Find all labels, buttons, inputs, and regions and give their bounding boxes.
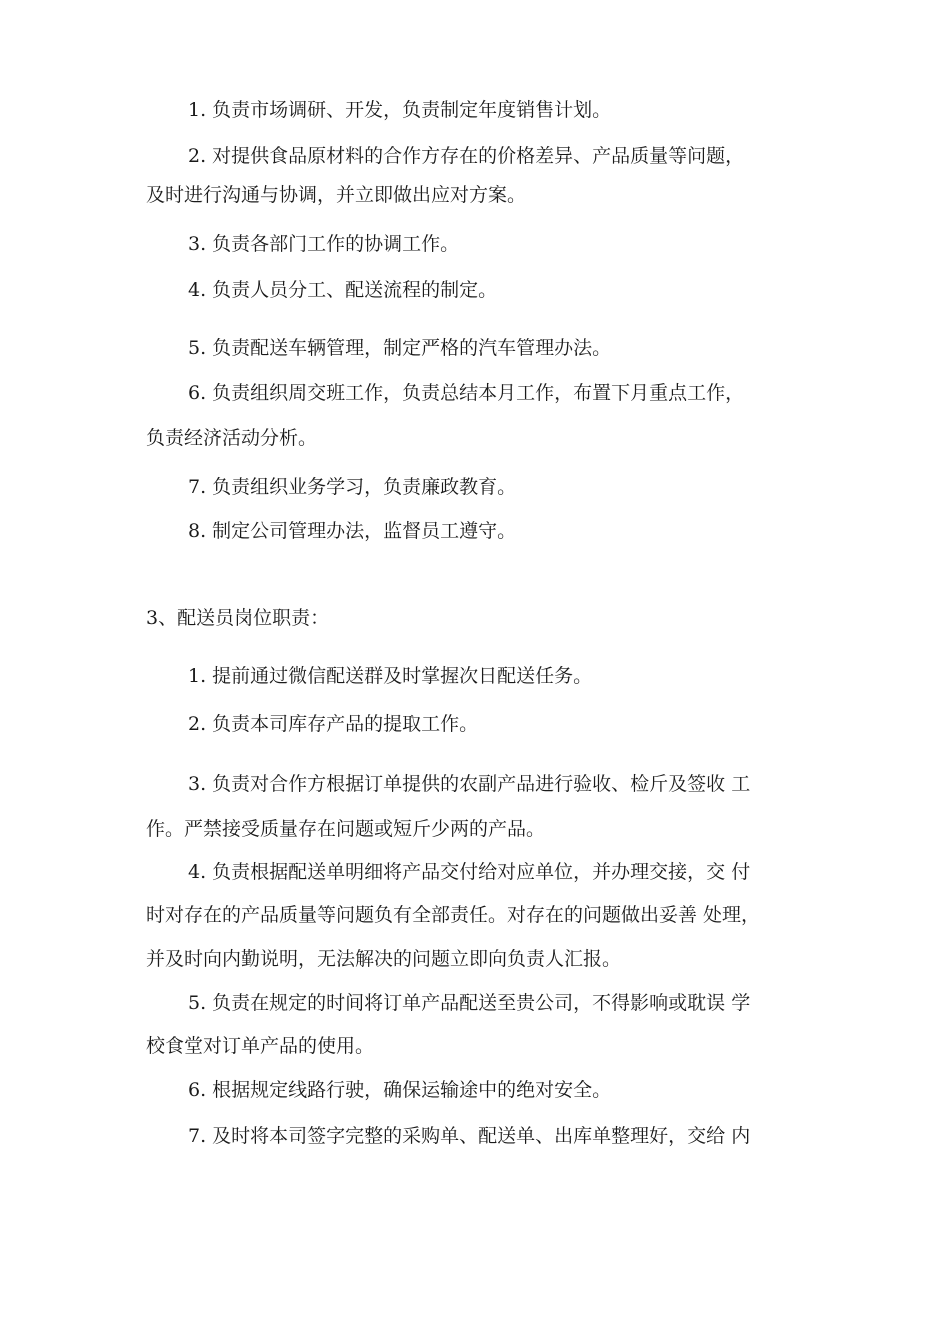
duty-item-6: 6. 负责组织周交班工作，负责总结本月工作，布置下月重点工作， [188,382,745,404]
courier-item-2: 2. 负责本司库存产品的提取工作。 [188,713,479,735]
courier-item-3-cont: 作。严禁接受质量存在问题或短斤少两的产品。 [146,818,546,840]
courier-item-5: 5. 负责在规定的时间将订单产品配送至贵公司，不得影响或耽误 学 [188,992,751,1014]
duty-item-4: 4. 负责人员分工、配送流程的制定。 [188,279,498,301]
duty-item-5: 5. 负责配送车辆管理，制定严格的汽车管理办法。 [188,337,612,359]
courier-item-1: 1. 提前通过微信配送群及时掌握次日配送任务。 [188,665,593,687]
duty-item-3: 3. 负责各部门工作的协调工作。 [188,233,460,255]
courier-item-7: 7. 及时将本司签字完整的采购单、配送单、出库单整理好，交给 内 [188,1125,751,1147]
duty-item-1: 1. 负责市场调研、开发，负责制定年度销售计划。 [188,99,612,121]
section-heading: 3、配送员岗位职责： [146,607,330,629]
courier-item-6: 6. 根据规定线路行驶，确保运输途中的绝对安全。 [188,1079,612,1101]
courier-item-3: 3. 负责对合作方根据订单提供的农副产品进行验收、检斤及签收 工 [188,773,751,795]
duty-item-2-cont: 及时进行沟通与协调，并立即做出应对方案。 [146,184,527,206]
courier-item-4-cont-1: 时对存在的产品质量等问题负有全部责任。对存在的问题做出妥善 处理， [146,904,761,926]
courier-item-5-cont: 校食堂对订单产品的使用。 [146,1035,375,1057]
courier-item-4-cont-2: 并及时向内勤说明，无法解决的问题立即向负责人汇报。 [146,948,622,970]
courier-item-4: 4. 负责根据配送单明细将产品交付给对应单位，并办理交接，交 付 [188,861,751,883]
duty-item-2: 2. 对提供食品原材料的合作方存在的价格差异、产品质量等问题， [188,145,745,167]
duty-item-7: 7. 负责组织业务学习，负责廉政教育。 [188,476,517,498]
duty-item-8: 8. 制定公司管理办法，监督员工遵守。 [188,520,517,542]
duty-item-6-cont: 负责经济活动分析。 [146,427,318,449]
